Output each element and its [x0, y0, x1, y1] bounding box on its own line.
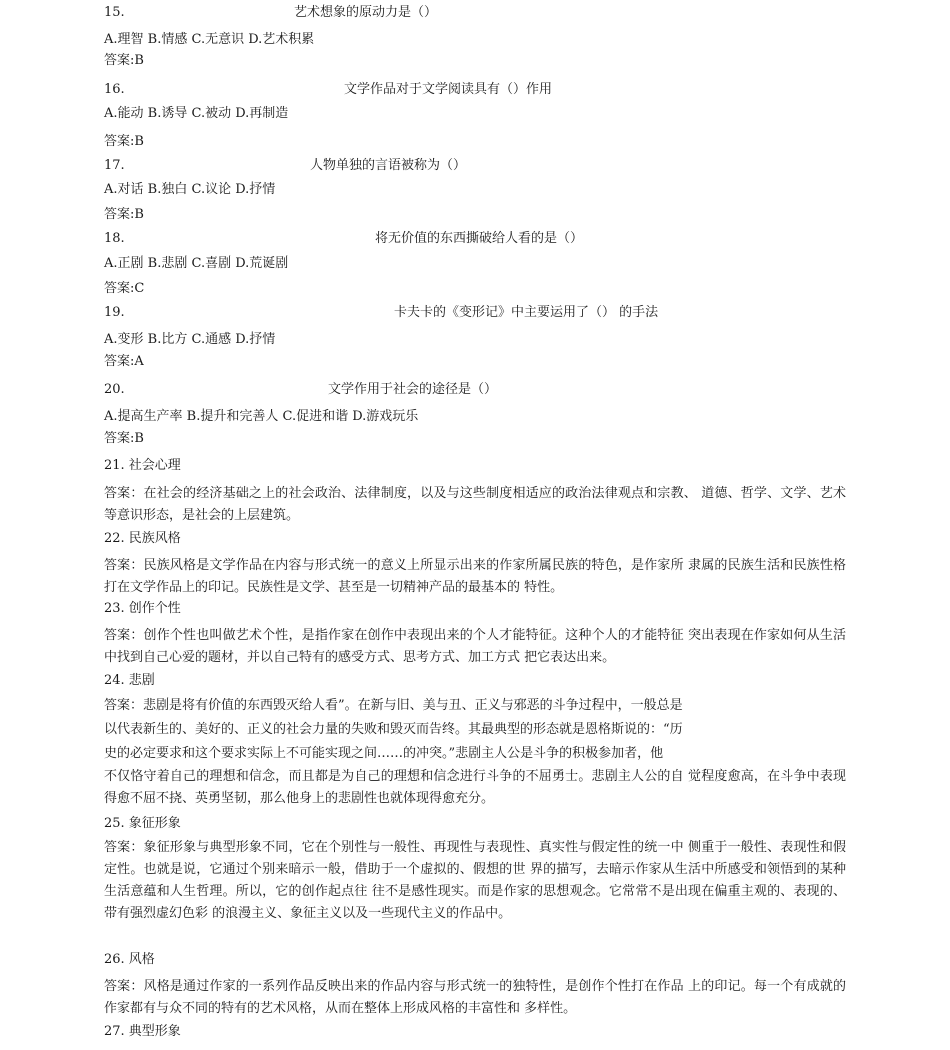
- question-number: 15.: [104, 5, 125, 20]
- question-number: 20.: [104, 382, 125, 397]
- term-answer-line: 以代表新生的、美好的、正义的社会力量的失败和毁灭而告终。其最典型的形态就是恩格斯说的：“历: [104, 722, 683, 737]
- question-number: 17.: [104, 158, 125, 173]
- question-text: 艺术想象的原动力是（）: [294, 5, 438, 20]
- term-heading: 23. 创作个性: [104, 601, 181, 616]
- question-answer: 答案:C: [104, 281, 145, 296]
- term-answer: 答案：民族风格是文学作品在内容与形式统一的意义上所显示出来的作家所属民族的特色，是作家所 隶属的民族生活和民族性格打在文学作品上的印记。民族性是文学、甚至是一切精神产品的最基本的 特性。: [104, 558, 846, 595]
- question-options: A.对话 B.独白 C.议论 D.抒情: [104, 182, 276, 197]
- question-options: A.能动 B.诱导 C.被动 D.再制造: [104, 106, 289, 121]
- question-options: A.变形 B.比方 C.通感 D.抒情: [104, 332, 276, 347]
- question-answer: 答案:A: [104, 354, 144, 369]
- term-heading: 25. 象征形象: [104, 816, 181, 831]
- term-answer: 答案：在社会的经济基础之上的社会政治、法律制度，以及与这些制度相适应的政治法律观点和宗教、 道德、哲学、文学、艺术等意识形态，是社会的上层建筑。: [104, 486, 846, 523]
- term-heading: 22. 民族风格: [104, 531, 181, 546]
- question-answer: 答案:B: [104, 207, 144, 222]
- question-options: A.理智 B.情感 C.无意识 D.艺术积累: [104, 32, 315, 47]
- question-answer: 答案:B: [104, 431, 144, 446]
- term-heading: 27. 典型形象: [104, 1024, 181, 1039]
- term-heading: 26. 风格: [104, 952, 155, 967]
- question-text: 文学作用于社会的途径是（）: [328, 382, 498, 397]
- term-heading: 21. 社会心理: [104, 458, 181, 473]
- question-answer: 答案:B: [104, 134, 144, 149]
- term-answer: 答案：创作个性也叫做艺术个性，是指作家在创作中表现出来的个人才能特征。这种个人的才能特征 突出表现在作家如何从生活中找到自己心爱的题材，并以自己特有的感受方式、思考方式、加工方式 把它表达出来。: [104, 628, 846, 665]
- term-answer-line: 答案：悲剧是将有价值的东西毁灭给人看”。在新与旧、美与丑、正义与邪恶的斗争过程中，一般总是: [104, 698, 683, 713]
- question-number: 18.: [104, 231, 125, 246]
- term-answer: 答案：风格是通过作家的一系列作品反映出来的作品内容与形式统一的独特性，是创作个性打在作品 上的印记。每一个有成就的作家都有与众不同的特有的艺术风格，从而在整体上形成风格的丰富性和 多样性。: [104, 979, 846, 1016]
- question-answer: 答案:B: [104, 53, 144, 68]
- question-text: 文学作品对于文学阅读具有（）作用: [344, 82, 553, 97]
- term-answer: 不仅恪守着自己的理想和信念，而且都是为自己的理想和信念进行斗争的不屈勇士。悲剧主人公的自 觉程度愈高，在斗争中表现得愈不屈不挠、英勇坚韧，那么他身上的悲剧性也就体现得愈充分。: [104, 769, 846, 806]
- question-options: A.提高生产率 B.提升和完善人 C.促进和谐 D.游戏玩乐: [104, 409, 419, 424]
- question-text: 将无价值的东西撕破给人看的是（）: [375, 231, 584, 246]
- term-answer-line: 史的必定要求和这个要求实际上不可能实现之间……的冲突。”悲剧主人公是斗争的积极参加者，他: [104, 746, 664, 761]
- term-answer: 答案：象征形象与典型形象不同，它在个别性与一般性、再现性与表现性、真实性与假定性的统一中 侧重于一般性、表现性和假定性。也就是说，它通过个别来暗示一般，借助于一个虚拟的、假想的世 界的描写，去暗示作家从生活中所感受和领悟到的某种生活意蕴和人生哲理。所以，它的创作起点往 往不是感性现实。而是作家的思想观念。它常常不是出现在偏重主观的、表现的、带有强烈虚幻色彩 的浪漫主义、象征主义以及一些现代主义的作品中。: [104, 840, 846, 921]
- question-number: 19.: [104, 305, 125, 320]
- question-number: 16.: [104, 82, 125, 97]
- question-text: 人物单独的言语被称为（）: [310, 158, 467, 173]
- term-heading: 24. 悲剧: [104, 673, 155, 688]
- question-options: A.正剧 B.悲剧 C.喜剧 D.荒诞剧: [104, 256, 289, 271]
- question-text: 卡夫卡的《变形记》中主要运用了（） 的手法: [394, 305, 659, 320]
